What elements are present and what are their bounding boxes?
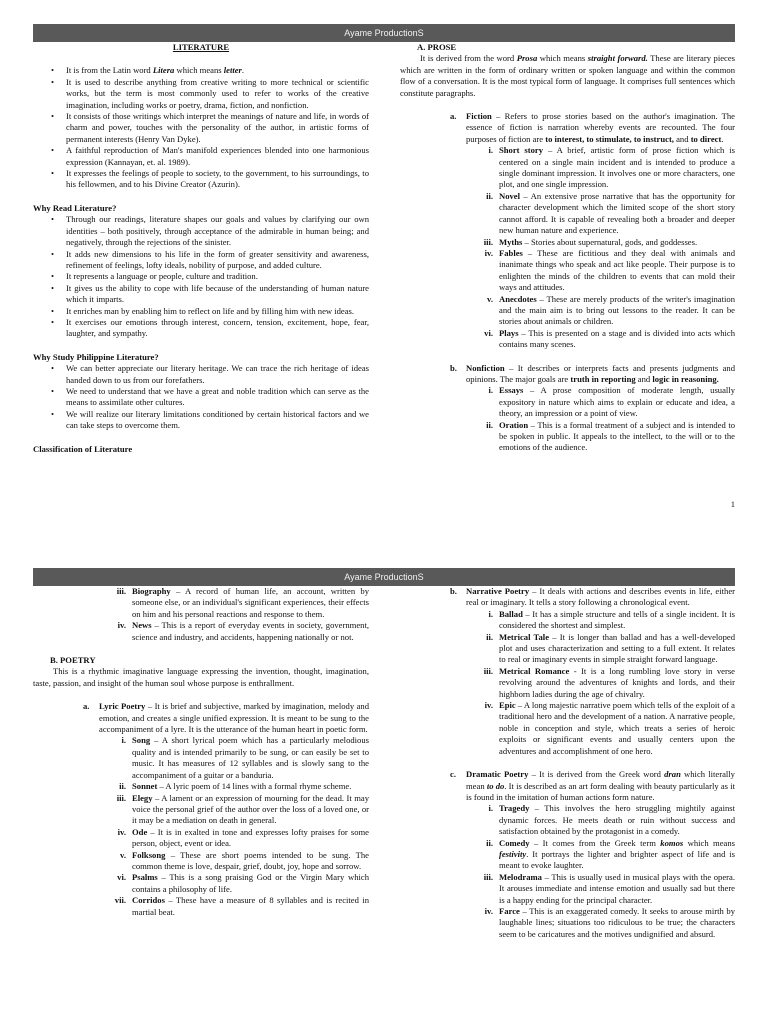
list-item: ii. Novel – An extensive prose narrative that has the opportunity for character development which the limited scope of the short story cannot afford. It is capable of revealing both a broader and deeper new human nature and experience. (486, 190, 735, 236)
list-item: iv. Ode – It is in exalted in tone and expresses lofty praises for some person, object, event or idea. (117, 826, 369, 849)
fiction-list (483, 145, 735, 350)
item-label: b. (450, 362, 457, 373)
list-item: i. Ballad – It has a simple structure and tells of a single incident. It is considered the shortest and simplest. (488, 608, 735, 631)
narrative-list (483, 608, 735, 757)
list-item: i. Song – A short lyrical poem which has a particularly melodious quality and is intended primarily to be sung, or can easily be set to music. It has measures of 12 syllables and is slowly sang to the accompaniment of a guitar or a banduria. (121, 735, 369, 780)
page-header-banner: Ayame ProductionS (33, 24, 735, 42)
list-item: • It expresses the feelings of people to society, to the government, to his surroundings, to his fellowmen, and to his Divine Creator (Azurin). (66, 168, 369, 191)
list-item: iii. Metrical Romance - It is a long rumbling love story in verse revolving around the adventures of knights and lords, and their highborn ladies during the age of chivalry. (483, 665, 735, 699)
list-item: ii. Comedy – It comes from the Greek term komos which means festivity. It portrays the lighter and brighter aspect of life and is meant to evoke laughter. (486, 837, 735, 871)
list-item: i. Essays – A prose composition of moderate length, usually expository in nature which aims to explain or educate and idea, a theory, an impression or a point of view. (488, 385, 735, 419)
list-item: iv. Epic – A long majestic narrative poem which tells of the exploit of a traditional hero and the development of a nation. A narrative people, noble in conception and style, which treats a series of heroic exploits or significant events and usually centers upon the adventures and accomplishment of one hero. (484, 700, 735, 756)
list-item: • We can better appreciate our literary heritage. We can trace the rich heritage of ideas handed down to us from our forefathers. (66, 363, 369, 386)
classification-heading: Classification of Literature (33, 443, 133, 454)
why-read-heading: Why Read Literature? (33, 202, 117, 213)
why-study-list (66, 363, 369, 431)
right-column (400, 42, 735, 454)
list-item: • It adds new dimensions to his life in the form of greater sensitivity and awareness, refinement of feelings, lofty ideals, nobility of purpose, and added culture. (66, 249, 369, 272)
list-item: • It exercises our emotions through interest, concern, tension, excitement, hope, fear, laughter, and sympathy. (66, 317, 369, 340)
lyric-section: a. Lyric Poetry – It is brief and subjective, marked by imagination, melody and emotion, and creates a single unified expression. It is meant to be sung to the accompaniment of a lyre. It is the utterance of the human heart in poetic form. (83, 701, 369, 735)
list-item: • We will realize our literary limitations conditioned by certain historical factors and we can take steps to overcome them. (66, 409, 369, 432)
right-column (400, 586, 735, 940)
list-item: • It represents a language or people, culture and tradition. (66, 271, 369, 282)
page-number: 1 (730, 499, 735, 509)
item-label: c. (450, 769, 456, 780)
fiction-text: Fiction – Refers to prose stories based on the author's imagination. The essence of fiction is narration whereby events are recounted. The four purposes of fiction are to interest, to stimulate, to instruct, and to direct. (466, 111, 735, 144)
list-item: • It gives us the ability to cope with life because of the understanding of human nature which it imparts. (66, 283, 369, 306)
page-header-banner: Ayame ProductionS (33, 568, 735, 586)
list-item: v. Folksong – These are short poems intended to be sung. The common theme is love, despair, grief, doubt, joy, hope and sorrow. (120, 849, 369, 871)
left-column (33, 42, 369, 455)
item-label: b. (450, 586, 457, 596)
literature-definition-list (66, 65, 369, 190)
nonfiction-continued-list (116, 586, 369, 643)
list-item: iv. Farce – This is an exaggerated comedy. It seeks to arouse mirth by laughable lines; situations too ridiculous to be true; the characters seem to be caricatures and the motives undignified and absurd. (484, 905, 735, 939)
list-item: • Through our readings, literature shapes our goals and values by clarifying our own identities – both positively, through acceptance of the admirable in human being; and negatively, through the rejections of the sinister. (66, 214, 369, 248)
list-item: iii. Biography – A record of human life, an account, written by someone else, or an individual's significant experiences, their effects on him and his personal reactions and response to them. (116, 586, 369, 619)
list-item: ii. Sonnet – A lyric poem of 14 lines with a formal rhyme scheme. (119, 781, 352, 792)
why-read-list (66, 214, 369, 339)
poetry-intro: This is a rhythmic imaginative language expressing the invention, thought, imagination, taste, passion, and insight of the human soul whose purpose is enthrallment. (33, 666, 369, 688)
list-item: • We need to understand that we have a great and noble tradition which can serve as the means to assimilate other cultures. (66, 386, 369, 409)
list-item: iii. Melodrama – This is usually used in musical plays with the opera. It arouses immediate and intense emotion and usually sad but there is a happy ending for the principal character. (483, 871, 735, 905)
list-item: i. Tragedy – This involves the hero struggling mightily against dynamic forces. He meets death or ruin without success and satisfaction obtained by the protagonist in a comedy. (488, 803, 735, 837)
nonfiction-list (486, 385, 735, 453)
list-item: v. Anecdotes – These are merely products of the writer's imagination and the main aim is to bring out lessons to the reader. It can be stories about animals or children. (487, 293, 735, 327)
list-item: iv. News – This is a report of everyday events in society, government, science and industry, and accidents, happening nationally or not. (117, 620, 369, 642)
prose-intro: It is derived from the word Prosa which means straight forward. These are literary pieces which are written in the form of ordinary written or spoken language and within the common flow of a conversation. It is the most typical form of language. It comprises full sentences which constitute paragraphs. (400, 53, 735, 98)
list-item: • A faithful reproduction of Man's manifold experiences blended into one harmonious expression (Kannayan, et. al. 1989). (66, 145, 369, 168)
list-item: • It is used to describe anything from creative writing to more technical or scientific works, but the term is most commonly used to refer to works of the creative imagination, including works or poetry, drama, fiction, and nonfiction. (66, 77, 369, 111)
list-item: iii. Elegy – A lament or an expression of mourning for the dead. It may voice the personal grief of the author over the loss of a loved one, or it may be a mediation on death in general. (116, 792, 369, 826)
prose-heading: A. PROSE (417, 42, 457, 52)
nonfiction-section (450, 362, 735, 386)
item-label: a. (450, 111, 457, 122)
dramatic-list (483, 803, 735, 940)
poetry-heading: B. POETRY (50, 655, 96, 666)
item-label: a. (83, 701, 90, 712)
list-item: vi. Plays – This is presented on a stage and is divided into acts which contains many scenes. (484, 327, 735, 350)
list-item: • It consists of those writings which interpret the meanings of nature and life, in words of charm and power, touches with the personality of the author, in artistic forms of permanent interests (Henry Van Dyke). (66, 111, 369, 145)
list-item: iv. Fables – These are fictitious and they deal with animals and inanimate things who speak and act like people. Their purpose is to enlighten the minds of the children to events that can mold their ways and attitudes. (484, 247, 735, 293)
fiction-section (450, 111, 735, 145)
list-item: iii. Myths – Stories about supernatural, gods, and goddesses. (483, 236, 698, 247)
list-item: vii. Corridos – These have a measure of 8 syllables and is recited in martial beat. (114, 895, 369, 917)
page-2 (0, 520, 768, 1024)
list-item: ii. Oration – This is a formal treatment of a subject and is intended to be spoken in public. It appeals to the intellect, to the will or to the emotions of the audience. (486, 419, 735, 453)
dramatic-section: c. Dramatic Poetry – It is derived from the Greek word dran which literally mean to do. It is described as an art form dealing with beauty particularly as it is found in the imitation of human actions form nature. (450, 769, 735, 802)
narrative-section: b. Narrative Poetry – It deals with actions and describes events in life, either real or imaginary. It tells a story following a chronological event. (450, 586, 735, 608)
list-item: ii. Metrical Tale – It is longer than ballad and has a well-developed plot and uses characterization and setting to a full extent. It relates to real or imaginary events in simple straight forward language. (486, 631, 735, 665)
why-study-heading: Why Study Philippine Literature? (33, 351, 159, 362)
literature-title: LITERATURE (172, 42, 230, 52)
list-item: i. Short story – A brief, artistic form of prose fiction which is centered on a single main incident and is intended to produce a single dominant impression. It involves one or more characters, one plot, and one single impression. (488, 145, 735, 190)
lyric-list (114, 735, 369, 918)
nonfiction-text: Nonfiction – It describes or interprets facts and presents judgments and opinions. The major goals are truth in reporting and logic in reasoning. (466, 362, 735, 384)
list-item: • It enriches man by enabling him to reflect on life and by filling him with new ideas. (66, 306, 369, 317)
list-item: vi. Psalms – This is a song praising God or the Virgin Mary which contains a philosophy of life. (117, 872, 369, 894)
list-item: • It is from the Latin word Litera which means letter. (66, 65, 369, 76)
left-column (33, 586, 369, 918)
